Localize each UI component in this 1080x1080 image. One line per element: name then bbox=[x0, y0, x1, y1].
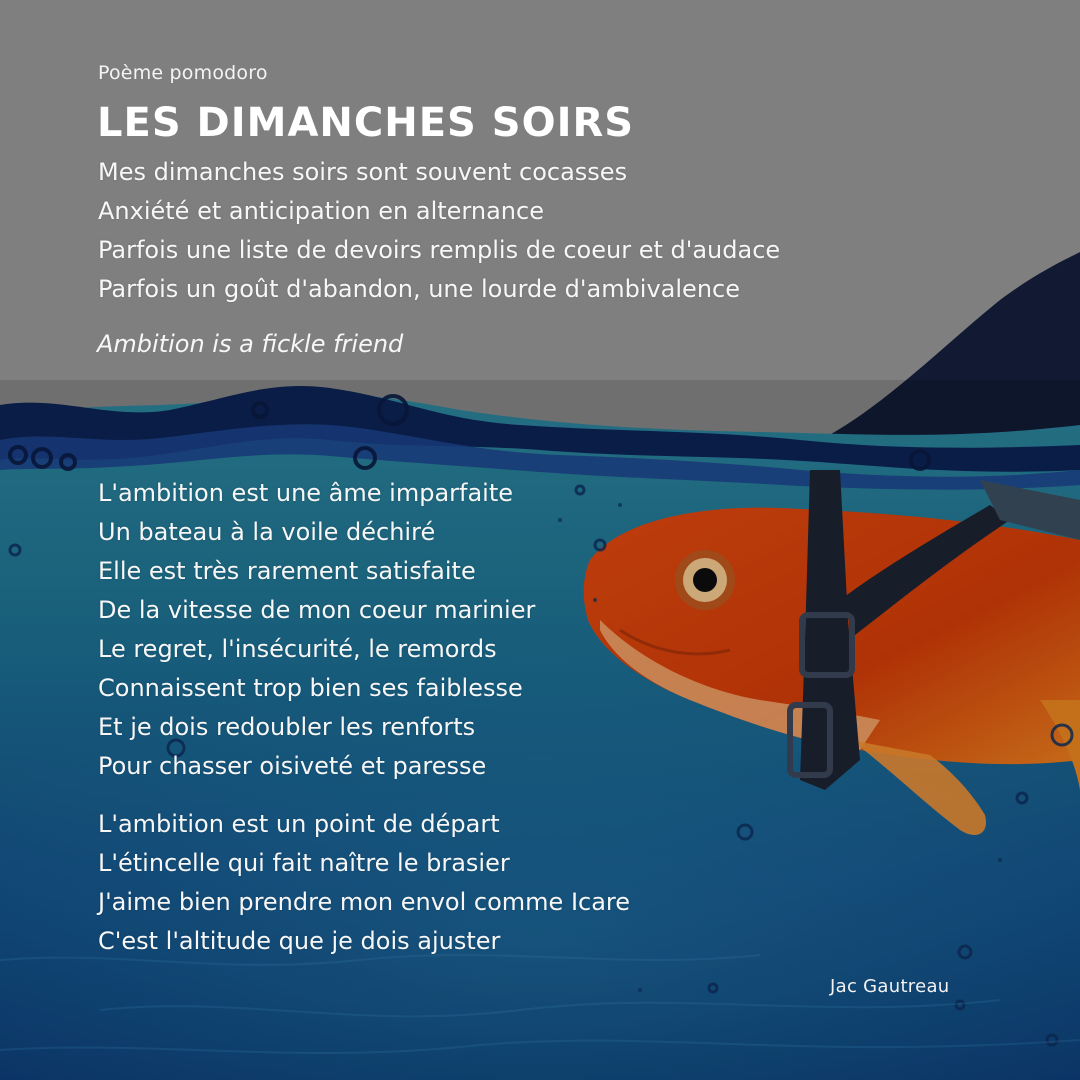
poem-line: Un bateau à la voile déchiré bbox=[98, 518, 436, 546]
author-signature: Jac Gautreau bbox=[830, 976, 950, 997]
poem-line: Pour chasser oisiveté et paresse bbox=[98, 752, 487, 780]
poem-line: Et je dois redoubler les renforts bbox=[98, 713, 476, 741]
epigraph: Ambition is a fickle friend bbox=[97, 330, 404, 358]
poem-title: LES DIMANCHES SOIRS bbox=[97, 100, 635, 146]
poem-line: Le regret, l'insécurité, le remords bbox=[98, 635, 497, 663]
poem-line: Elle est très rarement satisfaite bbox=[98, 557, 476, 585]
stanza-3 bbox=[98, 805, 630, 961]
poem-line: L'ambition est un point de départ bbox=[98, 810, 500, 838]
poem-line: De la vitesse de mon coeur marinier bbox=[98, 596, 536, 624]
poem-line: Mes dimanches soirs sont souvent cocasses bbox=[98, 158, 628, 186]
poem-line: J'aime bien prendre mon envol comme Icare bbox=[98, 888, 631, 916]
poem-line: Parfois une liste de devoirs remplis de coeur et d'audace bbox=[98, 236, 781, 264]
poem-line: L'étincelle qui fait naître le brasier bbox=[98, 849, 510, 877]
poem-line: C'est l'altitude que je dois ajuster bbox=[98, 927, 501, 955]
stanza-2 bbox=[98, 474, 535, 786]
poem-line: Connaissent trop bien ses faiblesse bbox=[98, 674, 523, 702]
poem-line: Anxiété et anticipation en alternance bbox=[98, 197, 544, 225]
poem-line: L'ambition est une âme imparfaite bbox=[98, 479, 514, 507]
stanza-1 bbox=[98, 153, 780, 309]
poem-line: Parfois un goût d'abandon, une lourde d'ambivalence bbox=[98, 275, 740, 303]
poem-series-label: Poème pomodoro bbox=[98, 62, 268, 84]
